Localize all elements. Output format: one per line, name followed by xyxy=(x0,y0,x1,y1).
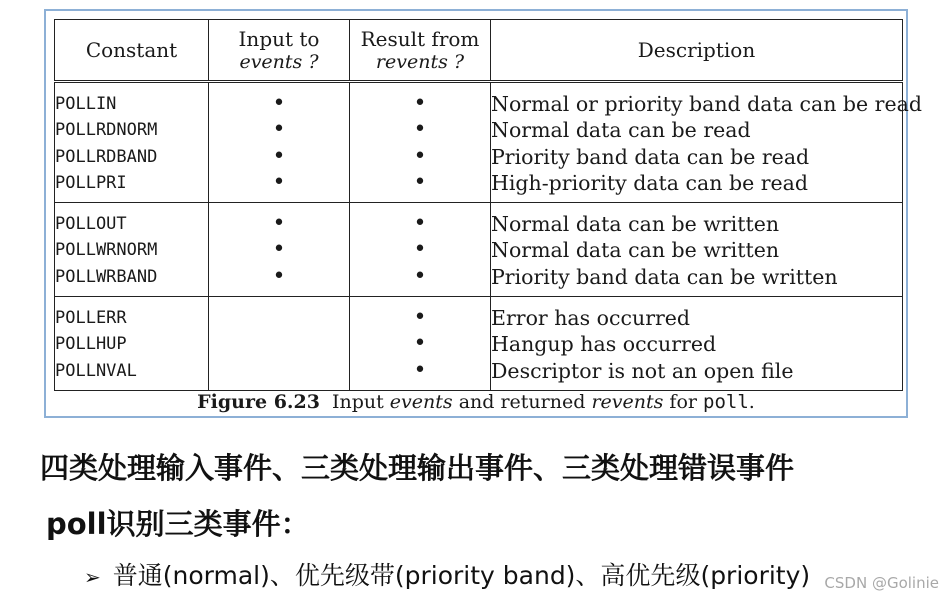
description-text: Normal data can be read xyxy=(491,118,751,143)
constant-text: POLLRDBAND xyxy=(55,146,158,167)
notes-heading: 四类处理输入事件、三类处理输出事件、三类处理错误事件 xyxy=(40,451,795,485)
bullet-dot-result: • xyxy=(413,143,427,169)
notes-bullet xyxy=(84,556,810,592)
figure-caption: Figure 6.23 Input events and returned revents for poll. xyxy=(197,391,755,413)
bullet-dot-input: • xyxy=(272,237,286,263)
constant-text: POLLPRI xyxy=(55,172,127,193)
header-description: Description xyxy=(491,20,903,82)
bullet-dot-input: • xyxy=(272,263,286,289)
figure-frame xyxy=(44,9,922,418)
description-text: Hangup has occurred xyxy=(491,332,717,357)
watermark: CSDN @Golinie xyxy=(824,574,939,592)
input-cell xyxy=(209,297,350,391)
bullet-dot-result: • xyxy=(413,305,427,331)
constant-text: POLLHUP xyxy=(55,334,127,355)
result-cell xyxy=(350,203,491,297)
bullet-dot-input xyxy=(209,305,349,331)
description-text: Priority band data can be written xyxy=(491,264,838,289)
constant-text: POLLIN xyxy=(55,94,117,114)
description-text: Normal data can be written xyxy=(491,238,780,263)
constant-text: POLLOUT xyxy=(55,214,127,235)
description-text: High-priority data can be read xyxy=(491,170,808,195)
constant-cell xyxy=(55,203,209,297)
notes-subheading: poll识别三类事件： xyxy=(46,507,310,541)
bullet-arrow-icon: ➢ xyxy=(84,565,101,589)
constant-text: POLLWRNORM xyxy=(55,240,158,261)
result-cell xyxy=(350,82,491,203)
bullet-dot-input: • xyxy=(272,143,286,169)
table-group-row xyxy=(55,203,903,297)
bullet-dot-input: • xyxy=(272,169,286,195)
poll-events-table xyxy=(54,19,922,391)
bullet-dot-result: • xyxy=(413,237,427,263)
constant-text: POLLRDNORM xyxy=(55,120,158,141)
bullet-dot-result: • xyxy=(413,263,427,289)
table-group-row xyxy=(55,82,903,203)
description-text: Normal or priority band data can be read xyxy=(491,92,922,116)
description-text: Normal data can be written xyxy=(491,212,780,237)
constant-cell xyxy=(55,297,209,391)
description-text: Error has occurred xyxy=(491,306,691,331)
input-cell xyxy=(209,82,350,203)
table-group-row xyxy=(55,297,903,391)
bullet-dot-result: • xyxy=(413,117,427,143)
bullet-dot-result: • xyxy=(413,331,427,357)
description-cell xyxy=(491,203,903,297)
bullet-dot-input: • xyxy=(272,91,286,116)
description-text: Priority band data can be read xyxy=(491,144,810,169)
bullet-text: 普通(normal)、优先级带(priority band)、高优先级(priority) xyxy=(112,561,811,590)
bullet-dot-input: • xyxy=(272,117,286,143)
bullet-dot-input xyxy=(209,331,349,357)
bullet-dot-result: • xyxy=(413,91,427,116)
constant-text: POLLWRBAND xyxy=(55,266,158,287)
description-cell xyxy=(491,297,903,391)
description-cell xyxy=(491,82,922,203)
constant-text: POLLERR xyxy=(55,308,127,329)
bullet-dot-input: • xyxy=(272,211,286,237)
bullet-dot-input xyxy=(209,358,349,384)
bullet-dot-result: • xyxy=(413,357,427,383)
input-cell xyxy=(209,203,350,297)
table-header-row xyxy=(55,20,903,82)
header-input: Input to events ? xyxy=(209,20,350,82)
bullet-dot-result: • xyxy=(413,211,427,237)
bullet-dot-result: • xyxy=(413,169,427,195)
header-constant: Constant xyxy=(55,20,209,82)
constant-text: POLLNVAL xyxy=(55,360,137,381)
figure-label: Figure 6.23 xyxy=(197,391,320,413)
header-result: Result from revents ? xyxy=(350,20,491,82)
constant-cell xyxy=(55,82,209,203)
result-cell xyxy=(350,297,491,391)
description-text: Descriptor is not an open file xyxy=(491,358,794,383)
